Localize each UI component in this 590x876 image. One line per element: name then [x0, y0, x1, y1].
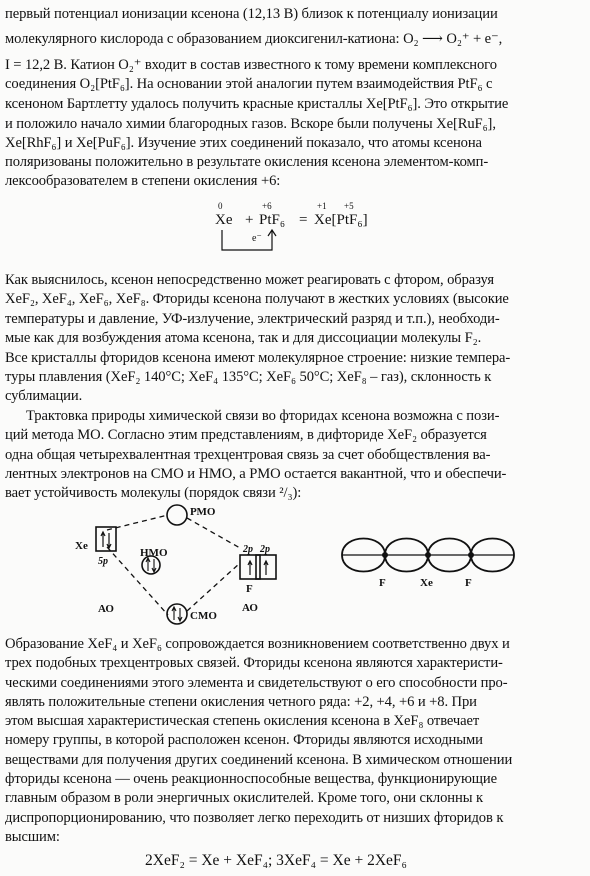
label-2p-right: 2p: [260, 544, 270, 555]
text-line: диспропорционированию, что позволяет легко переходить от низших фторидов к: [5, 810, 504, 826]
label-lobe-xe: Xe: [420, 577, 433, 589]
text-line: Трактовка природы химической связи во фторидах ксенона возможна с пози-: [26, 408, 500, 424]
text-line: температуры и давление, УФ-излучение, электрический разряд и т.п.), необходи-: [5, 311, 500, 327]
label-xe: Xe: [75, 540, 88, 552]
text-line: одна общая четырехвалентная трехцентровая связь за счет обобществления ва-: [5, 447, 491, 463]
label-ao-right: АО: [242, 602, 258, 614]
electron-label: e⁻: [252, 233, 262, 244]
text-line: Как выяснилось, ксенон непосредственно может реагировать с фтором, образуя: [5, 272, 494, 288]
label-ao-left: АО: [98, 603, 114, 615]
label-hmo: НМО: [140, 547, 168, 559]
oxidation-state: +1: [317, 201, 327, 211]
label-smo: СМО: [190, 610, 217, 622]
text-line: соединения O₂[PtF₆]. На основании этой аналогии путем взаимодействия PtF₆ с: [5, 76, 493, 92]
text-line: лентных электронов на СМО и НМО, а РМО остается вакантной, что и обеспечи-: [5, 466, 507, 482]
reactant-xe: Xe: [215, 212, 233, 228]
plus-sign: +: [245, 212, 254, 228]
label-rmo: РМО: [190, 506, 216, 518]
smo-orbital: [167, 604, 187, 624]
text-line: туры плавления (XeF₂ 140°C; XeF₄ 135°C; XeF₆ 50°C; XeF₈ – газ), склонность к: [5, 369, 492, 385]
mo-diagram-graphic: [0, 495, 590, 630]
text-line: высшим:: [5, 829, 60, 845]
text-line: лексообразователем в степени окисления +6:: [5, 173, 281, 189]
text-line: первый потенциал ионизации ксенона (12,13 В) близок к потенциалу ионизации: [5, 6, 498, 22]
product-xeptf6: Xe[PtF₆]: [314, 212, 368, 228]
text-line: фториды ксенона — очень реакционноспособные вещества, функционирующие: [5, 771, 497, 787]
text-line: Xe[RhF₆] и Xe[PuF₆]. Изучение этих соединений показало, что атомы ксенона: [5, 135, 482, 151]
text-line: трех подобных трехцентровых связей. Фториды ксенона являются характеристи-: [5, 655, 503, 671]
text-line: сублимации.: [5, 388, 83, 404]
text-line: и положило начало химии благородных газов. Вскоре были получены Xe[RuF₆],: [5, 116, 496, 132]
equals-sign: =: [299, 212, 308, 228]
xe-orbital-box: [96, 527, 116, 551]
text-line: являть положительные степени окисления четного ряда: +2, +4, +6 и +8. При: [5, 694, 477, 710]
text-line: молекулярного кислорода с образованием диоксигенил-катиона: O₂ ⟶ O₂⁺ + e⁻,: [5, 31, 503, 47]
text-line: ций метода МО. Согласно этим представлениям, в дифториде XeF₂ образуется: [5, 427, 487, 443]
text-line: Все кристаллы фторидов ксенона имеют молекулярное строение: низкие темпера-: [5, 350, 511, 366]
text-line: веществами для получения других соединений ксенона. В химическом отношении: [5, 752, 513, 768]
label-lobe-f-left: F: [379, 577, 386, 589]
disproportionation-equation: 2XeF₂ = Xe + XeF₄; 3XeF₄ = Xe + 2XeF₆: [145, 852, 407, 869]
text-line: главным образом в роли энергичных окислителей. Кроме того, они склонны к: [5, 790, 483, 806]
text-line: I = 12,2 В. Катион O₂⁺ входит в состав известного к тому времени комплексного: [5, 57, 497, 73]
reactant-ptf6: PtF₆: [259, 212, 286, 228]
text-line: поляризованы положительно в результате окисления ксенона элементом-комп-: [5, 154, 489, 170]
text-line: вает устойчивость молекулы (порядок связи ²/₃):: [5, 485, 302, 501]
oxidation-state: +6: [262, 201, 272, 211]
oxidation-state: 0: [218, 201, 223, 211]
text-line: номеру группы, в которой расположен ксенон. Фториды являются исходными: [5, 732, 483, 748]
label-5p: 5p: [98, 556, 108, 567]
rmo-orbital: [167, 505, 187, 525]
label-f: F: [246, 583, 253, 595]
text-line: ксеноном Бартлетту удалось получить красные кристаллы Xe[PtF₆]. Это открытие: [5, 96, 509, 112]
text-line: этом высшая характеристическая степень окисления ксенона в XeF₈ отвечает: [5, 713, 480, 729]
label-2p-left: 2p: [243, 544, 253, 555]
oxidation-state: +5: [344, 201, 354, 211]
text-line: Образование XeF₄ и XeF₆ сопровождается возникновением соответственно двух и: [5, 636, 510, 652]
text-line: мые как для возбуждения атома ксенона, так и для диссоциации молекулы F₂.: [5, 330, 482, 346]
label-lobe-f-right: F: [465, 577, 472, 589]
text-line: XeF₂, XeF₄, XeF₆, XeF₈. Фториды ксенона получают в жестких условиях (высокие: [5, 291, 509, 307]
text-line: ческими соединениями этого элемента и свидетельствуют о его способности про-: [5, 675, 508, 691]
